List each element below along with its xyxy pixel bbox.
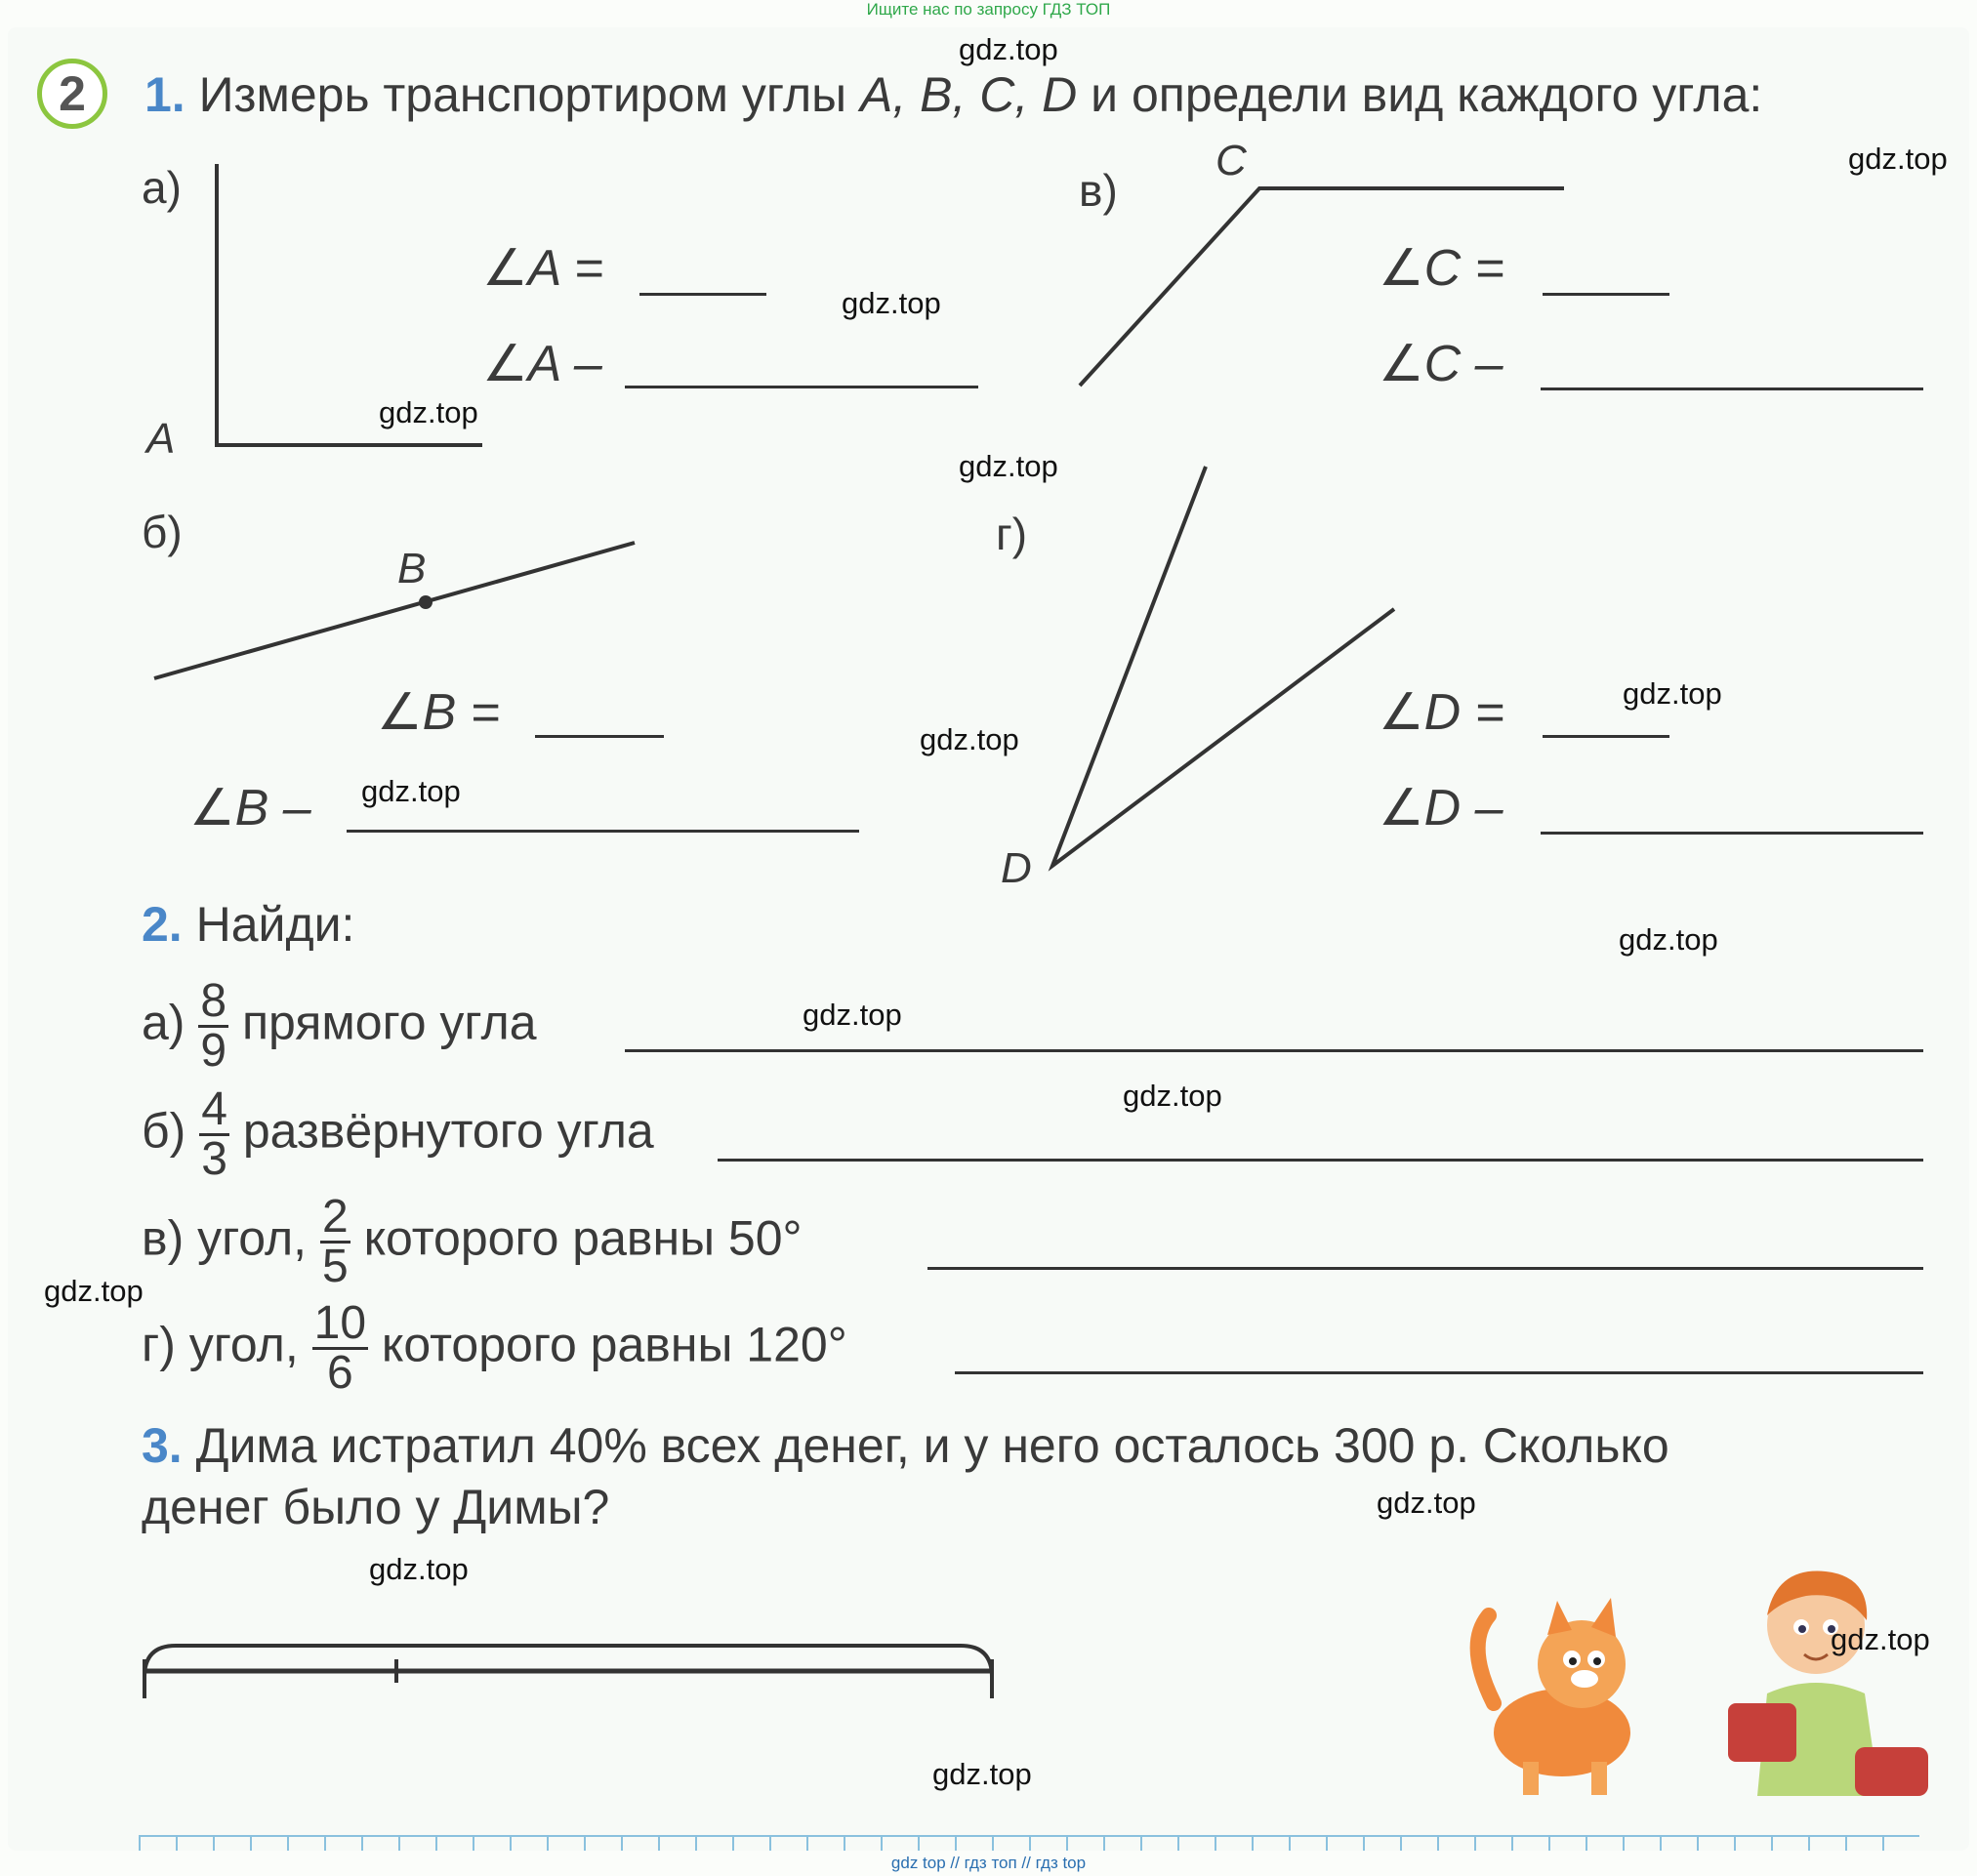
watermark: gdz.top bbox=[379, 395, 478, 429]
task3-number: 3. bbox=[142, 1418, 183, 1473]
task1-angle-names: A, B, C, D bbox=[859, 67, 1078, 122]
watermark: gdz.top bbox=[1123, 1079, 1222, 1113]
fraction-4-3 bbox=[199, 1083, 229, 1185]
fraction-numerator: 10 bbox=[313, 1297, 367, 1349]
item-g-label: г) bbox=[142, 1317, 176, 1372]
item-g-text: которого равны 120° bbox=[381, 1317, 847, 1372]
watermark: gdz.top bbox=[842, 286, 941, 320]
watermark: gdz.top bbox=[361, 774, 461, 808]
part-g-label: г) bbox=[996, 509, 1028, 559]
part-v-label: в) bbox=[1079, 165, 1118, 216]
watermark: gdz.top bbox=[932, 1757, 1032, 1791]
point-d-label: D bbox=[1001, 844, 1032, 892]
watermark: gdz.top bbox=[959, 32, 1058, 66]
angle-d-kind: ∠D – bbox=[1379, 780, 1503, 836]
watermark: gdz.top bbox=[44, 1274, 144, 1308]
top-banner[interactable]: Ищите нас по запросу ГДЗ ТОП bbox=[866, 0, 1111, 19]
angle-b-line bbox=[154, 543, 635, 678]
item-v-prefix: угол, bbox=[197, 1210, 308, 1266]
fraction-10-6 bbox=[312, 1297, 368, 1399]
fraction-numerator: 8 bbox=[200, 975, 227, 1027]
task2-title: Найди: bbox=[195, 897, 355, 952]
angle-a-measure-blank[interactable] bbox=[639, 293, 766, 296]
task2-item-a bbox=[142, 975, 537, 1077]
angle-c-measure-blank[interactable] bbox=[1543, 293, 1669, 296]
watermark: gdz.top bbox=[1619, 922, 1718, 957]
point-c-label: C bbox=[1215, 137, 1247, 184]
fraction-numerator: 4 bbox=[201, 1083, 227, 1135]
watermark: gdz.top bbox=[1377, 1486, 1476, 1520]
fraction-8-9 bbox=[198, 975, 228, 1077]
point-a-label: A bbox=[146, 415, 176, 463]
angle-d-measure: ∠D = bbox=[1379, 684, 1504, 741]
angle-a-kind-blank[interactable] bbox=[625, 386, 978, 388]
item-b-label: б) bbox=[142, 1103, 186, 1159]
point-b-dot bbox=[419, 595, 432, 609]
task3-text-line1: Дима истратил 40% всех денег, и у него осталось 300 р. Сколько bbox=[195, 1418, 1669, 1473]
task1-text-before: Измерь транспортиром углы bbox=[198, 67, 860, 122]
watermark: gdz.top bbox=[959, 449, 1058, 483]
watermark: gdz.top bbox=[1623, 676, 1722, 711]
task2-item-v bbox=[142, 1191, 803, 1292]
task1-number: 1. bbox=[144, 67, 185, 122]
item-a-label: а) bbox=[142, 995, 185, 1050]
angle-c-kind-blank[interactable] bbox=[1541, 387, 1923, 390]
angle-d-sides bbox=[1052, 467, 1394, 866]
grid-strip bbox=[139, 1835, 1919, 1851]
task2-item-b bbox=[142, 1083, 654, 1185]
item-b-answer-blank[interactable] bbox=[718, 1159, 1923, 1162]
exercise-badge: 2 bbox=[37, 59, 107, 129]
watermark: gdz.top bbox=[369, 1552, 469, 1586]
part-a-label: а) bbox=[142, 162, 182, 213]
angle-b-measure: ∠B = bbox=[377, 684, 501, 741]
part-b-label: б) bbox=[142, 507, 183, 557]
fraction-denominator: 9 bbox=[200, 1025, 227, 1077]
item-b-text: развёрнутого угла bbox=[242, 1103, 654, 1159]
angle-c-kind: ∠C – bbox=[1379, 336, 1503, 392]
item-v-answer-blank[interactable] bbox=[927, 1267, 1923, 1270]
watermark: gdz.top bbox=[1831, 1622, 1930, 1656]
fraction-denominator: 5 bbox=[321, 1241, 349, 1292]
fraction-2-5 bbox=[320, 1191, 350, 1292]
angle-a-measure: ∠A = bbox=[482, 240, 604, 297]
item-g-prefix: угол, bbox=[188, 1317, 299, 1372]
point-b-label: B bbox=[397, 545, 427, 592]
task2-number: 2. bbox=[142, 897, 183, 952]
task1-text-after: и определи вид каждого угла: bbox=[1077, 67, 1763, 122]
angle-b-measure-blank[interactable] bbox=[535, 735, 664, 738]
item-a-text: прямого угла bbox=[241, 995, 537, 1050]
task2-heading bbox=[142, 896, 354, 953]
task3-line1 bbox=[142, 1417, 1669, 1474]
angle-b-kind: ∠B – bbox=[189, 780, 311, 836]
task2-item-g bbox=[142, 1297, 847, 1399]
angle-d-kind-blank[interactable] bbox=[1541, 832, 1923, 835]
fraction-numerator: 2 bbox=[321, 1191, 349, 1243]
angle-b-kind-blank[interactable] bbox=[347, 830, 859, 833]
watermark: gdz.top bbox=[920, 722, 1019, 756]
item-v-label: в) bbox=[142, 1210, 185, 1266]
cat-icon bbox=[1478, 1598, 1630, 1795]
fraction-denominator: 3 bbox=[201, 1133, 227, 1185]
angle-c-measure: ∠C = bbox=[1379, 240, 1504, 297]
item-g-answer-blank[interactable] bbox=[955, 1371, 1923, 1374]
angle-d-measure-blank[interactable] bbox=[1543, 735, 1669, 738]
bottom-banner[interactable]: gdz top // гдз топ // гдз top bbox=[890, 1854, 1087, 1872]
watermark: gdz.top bbox=[803, 998, 902, 1032]
item-a-answer-blank[interactable] bbox=[625, 1049, 1923, 1052]
task3-line2: денег было у Димы? bbox=[142, 1480, 610, 1534]
angle-a-kind: ∠A – bbox=[482, 336, 602, 392]
item-v-text: которого равны 50° bbox=[363, 1210, 803, 1266]
watermark: gdz.top bbox=[1848, 142, 1948, 176]
fraction-denominator: 6 bbox=[326, 1347, 353, 1399]
